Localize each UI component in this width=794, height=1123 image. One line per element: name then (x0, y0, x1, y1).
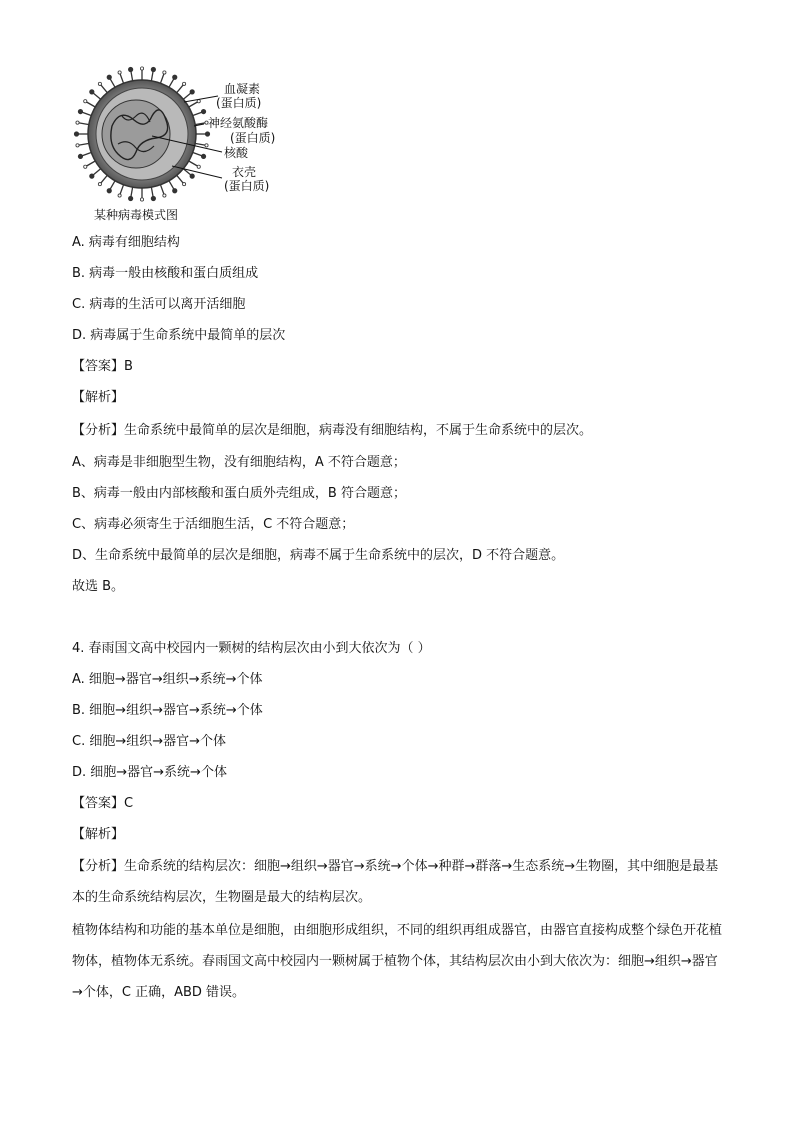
label-capsid: 衣壳 (232, 165, 257, 179)
q3-analysis-line: D、生命系统中最简单的层次是细胞，病毒不属于生命系统中的层次，D 不符合题意。 (72, 548, 565, 563)
q4-option-b: B. 细胞→组织→器官→系统→个体 (72, 703, 263, 718)
q3-option-b: B. 病毒一般由核酸和蛋白质组成 (72, 266, 259, 281)
label-nucleic-acid: 核酸 (224, 146, 249, 160)
label-hemagglutinin-note: (蛋白质) (216, 96, 262, 110)
label-capsid-note: (蛋白质) (224, 179, 270, 193)
q4-answer: 【答案】C (72, 796, 134, 811)
q3-analysis-line: 故选 B。 (72, 579, 125, 594)
q3-option-d: D. 病毒属于生命系统中最简单的层次 (72, 328, 286, 343)
q3-option-a: A. 病毒有细胞结构 (72, 235, 180, 250)
q3-analysis-line: A、病毒是非细胞型生物，没有细胞结构，A 不符合题意； (72, 455, 406, 470)
label-neuraminidase-note: (蛋白质) (230, 131, 276, 145)
q4-option-a: A. 细胞→器官→组织→系统→个体 (72, 672, 263, 687)
q3-analysis-line: B、病毒一般由内部核酸和蛋白质外壳组成，B 符合题意； (72, 486, 406, 501)
q4-analysis-title: 【解析】 (72, 827, 125, 842)
q4-analysis-paragraph-1: 【分析】生命系统的结构层次：细胞→组织→器官→系统→个体→种群→群落→生态系统→生物圈，其中细胞是最基本的生命系统结构层次，生物圈是最大的结构层次。 (72, 859, 719, 905)
q4-stem: 4. 春雨国文高中校园内一颗树的结构层次由小到大依次为（ ） (72, 641, 431, 656)
label-neuraminidase: 神经氨酸酶 (208, 116, 269, 130)
q3-analysis-line: C、病毒必须寄生于活细胞生活，C 不符合题意； (72, 517, 355, 532)
q4-analysis-paragraph-2: 植物体结构和功能的基本单位是细胞，由细胞形成组织，不同的组织再组成器官，由器官直接构成整个绿色开花植物体，植物体无系统。春雨国文高中校园内一颗树属于植物个体，其结构层次由小到大依次为：细胞→组织→器官→个体，C 正确，ABD 错误。 (72, 923, 723, 1000)
q3-analysis-title: 【解析】 (72, 390, 125, 405)
label-hemagglutinin: 血凝素 (224, 82, 261, 96)
q4-option-d: D. 细胞→器官→系统→个体 (72, 765, 227, 780)
virus-figure (72, 66, 282, 226)
figure-caption: 某种病毒模式图 (94, 208, 179, 222)
q3-option-c: C. 病毒的生活可以离开活细胞 (72, 297, 246, 312)
q3-answer: 【答案】B (72, 359, 133, 374)
q3-analysis-line: 【分析】生命系统中最简单的层次是细胞，病毒没有细胞结构，不属于生命系统中的层次。 (72, 423, 593, 438)
q4-option-c: C. 细胞→组织→器官→个体 (72, 734, 227, 749)
